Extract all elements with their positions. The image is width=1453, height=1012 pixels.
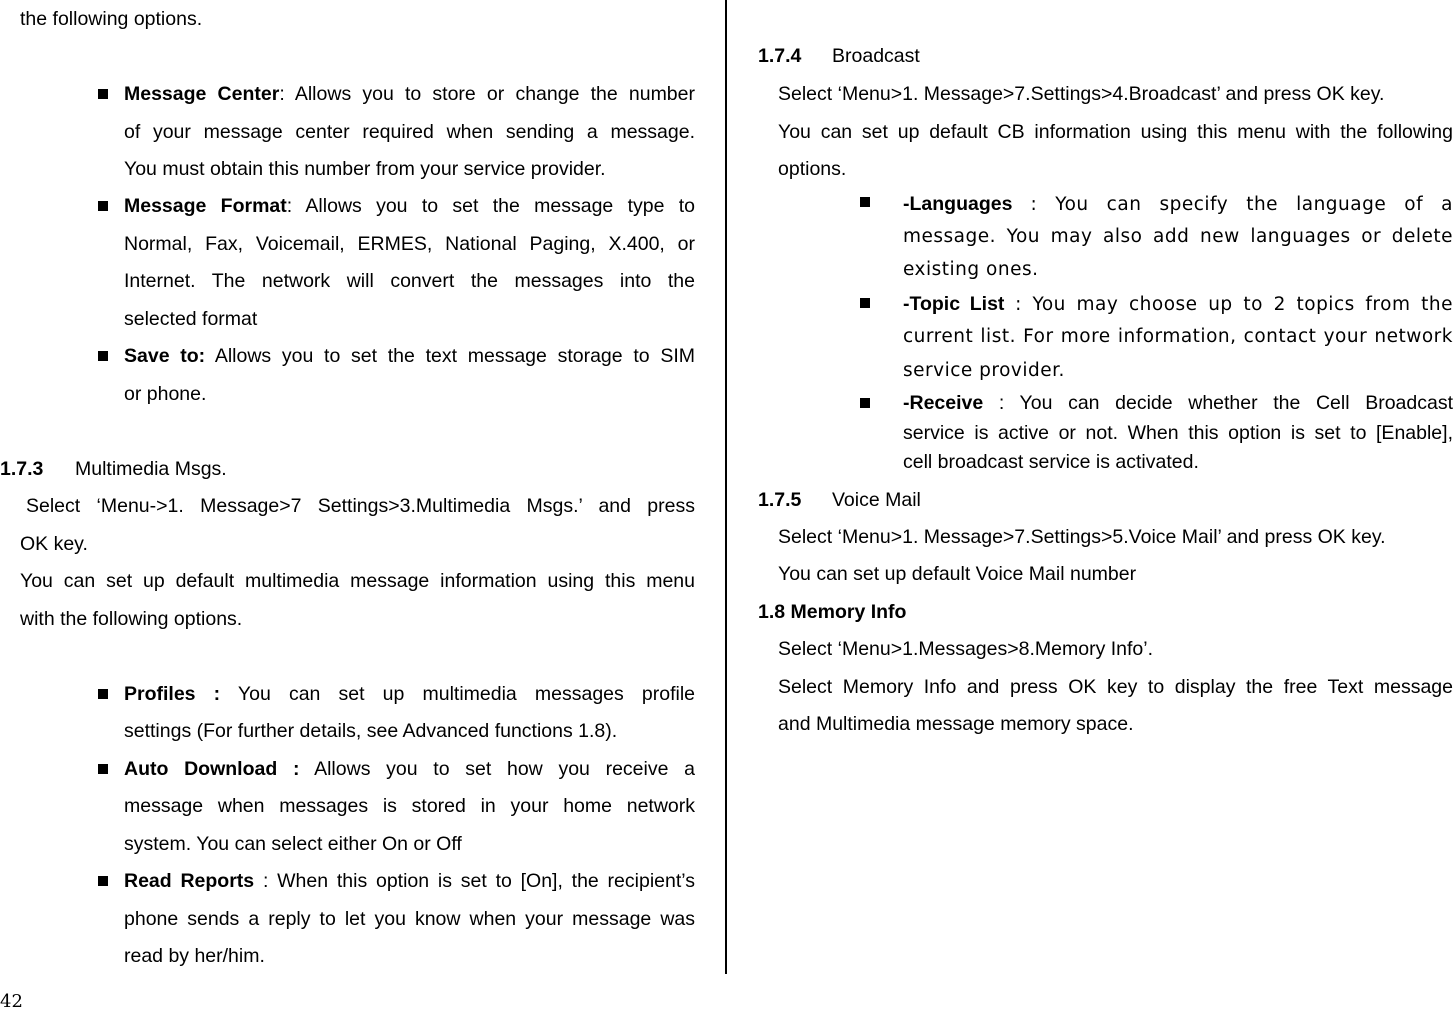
item-label: -Topic List bbox=[903, 293, 1005, 315]
list-item-languages bbox=[903, 188, 1453, 221]
section-title: Voice Mail bbox=[832, 489, 921, 511]
item-text: Allows you to set how you receive a bbox=[299, 758, 696, 780]
section-title: Broadcast bbox=[832, 45, 920, 67]
column-divider bbox=[725, 0, 727, 974]
item-text: Allows you to set the text message storage to SIM bbox=[205, 345, 695, 367]
section-heading-173 bbox=[0, 450, 227, 488]
section-number: 1.7.4 bbox=[758, 45, 802, 67]
item-text: system. You can select either On or Off bbox=[124, 833, 462, 855]
section-heading-174 bbox=[758, 37, 920, 75]
item-text: service is active or not. When this option is set to [Enable], bbox=[903, 422, 1453, 444]
item-text: existing ones. bbox=[903, 259, 1039, 280]
paragraph-text: Select ‘Menu>1.Messages>8.Memory Info’. bbox=[778, 638, 1154, 660]
item-label: -Languages bbox=[903, 193, 1013, 215]
bullet-icon bbox=[98, 876, 108, 886]
paragraph-text: options. bbox=[778, 158, 847, 180]
item-text: message. You may also add new languages or delete bbox=[903, 226, 1453, 247]
item-text: You must obtain this number from your service provider. bbox=[124, 158, 606, 180]
item-label: Save to: bbox=[124, 345, 206, 367]
section-heading-175 bbox=[758, 481, 921, 519]
paragraph-text: Select ‘Menu>1. Message>7.Settings>5.Voice Mail’ and press OK key. bbox=[778, 526, 1386, 548]
section-number: 1.7.5 bbox=[758, 489, 802, 511]
item-text: Normal, Fax, Voicemail, ERMES, National Paging, X.400, or bbox=[124, 233, 695, 255]
item-text: phone sends a reply to let you know when your message was bbox=[124, 908, 695, 930]
item-label: -Receive bbox=[903, 392, 984, 414]
bullet-icon bbox=[860, 197, 870, 207]
item-text: : You can decide whether the Cell Broadcast bbox=[983, 392, 1453, 414]
item-label: Message Center bbox=[124, 83, 280, 105]
item-label: Auto Download : bbox=[124, 758, 300, 780]
item-text: You can set up multimedia messages profile bbox=[220, 683, 696, 705]
paragraph-text: You can set up default CB information using this menu with the following bbox=[778, 121, 1453, 143]
list-item-message-center bbox=[124, 75, 695, 113]
item-text: : You can specify the language of a bbox=[1012, 194, 1453, 215]
item-text: : You may choose up to 2 topics from the bbox=[1004, 294, 1453, 315]
list-item-read-reports bbox=[124, 862, 695, 900]
bullet-icon bbox=[98, 201, 108, 211]
intro-text: the following options. bbox=[20, 8, 203, 30]
list-item-topic-list bbox=[903, 288, 1453, 321]
paragraph-text: You can set up default multimedia message information using this menu bbox=[20, 570, 695, 592]
item-text: or phone. bbox=[124, 383, 207, 405]
item-text: of your message center required when sending a message. bbox=[124, 121, 695, 143]
list-item-receive bbox=[903, 388, 1453, 418]
bullet-icon bbox=[98, 351, 108, 361]
item-text: selected format bbox=[124, 308, 258, 330]
bullet-icon bbox=[98, 764, 108, 774]
item-text: cell broadcast service is activated. bbox=[903, 451, 1199, 473]
paragraph-text: You can set up default Voice Mail number bbox=[778, 563, 1137, 585]
item-text: : Allows you to store or change the number bbox=[279, 83, 695, 105]
paragraph-text: OK key. bbox=[20, 533, 88, 555]
paragraph-text: Select Memory Info and press OK key to display the free Text message bbox=[778, 676, 1453, 698]
item-text: service provider. bbox=[903, 360, 1065, 381]
list-item-save-to bbox=[124, 337, 695, 375]
item-text: settings (For further details, see Advanced functions 1.8). bbox=[124, 720, 618, 742]
item-text: message when messages is stored in your home network bbox=[124, 795, 695, 817]
item-text: : Allows you to set the message type to bbox=[286, 195, 695, 217]
list-item-auto-download bbox=[124, 750, 695, 788]
paragraph-text: Select ‘Menu->1. Message>7 Settings>3.Multimedia Msgs.’ and press bbox=[26, 495, 695, 517]
bullet-icon bbox=[860, 398, 870, 408]
bullet-icon bbox=[98, 689, 108, 699]
item-label: Profiles : bbox=[124, 683, 221, 705]
paragraph-text: and Multimedia message memory space. bbox=[778, 713, 1134, 735]
section-title: Multimedia Msgs. bbox=[75, 458, 227, 480]
paragraph-text: Select ‘Menu>1. Message>7.Settings>4.Broadcast’ and press OK key. bbox=[778, 83, 1385, 105]
page-number: 42 bbox=[0, 991, 23, 1012]
item-label: Message Format bbox=[124, 195, 287, 217]
section-heading-18: 1.8 Memory Info bbox=[758, 601, 907, 623]
item-text: Internet. The network will convert the messages into the bbox=[124, 270, 695, 292]
item-text: read by her/him. bbox=[124, 945, 265, 967]
item-text: current list. For more information, contact your network bbox=[903, 326, 1453, 347]
section-number: 1.7.3 bbox=[0, 458, 44, 480]
bullet-icon bbox=[98, 89, 108, 99]
item-label: Read Reports bbox=[124, 870, 255, 892]
list-item-message-format bbox=[124, 187, 695, 225]
paragraph-text: with the following options. bbox=[20, 608, 243, 630]
item-text: : When this option is set to [On], the recipient’s bbox=[254, 870, 695, 892]
bullet-icon bbox=[860, 298, 870, 308]
list-item-profiles bbox=[124, 675, 695, 713]
